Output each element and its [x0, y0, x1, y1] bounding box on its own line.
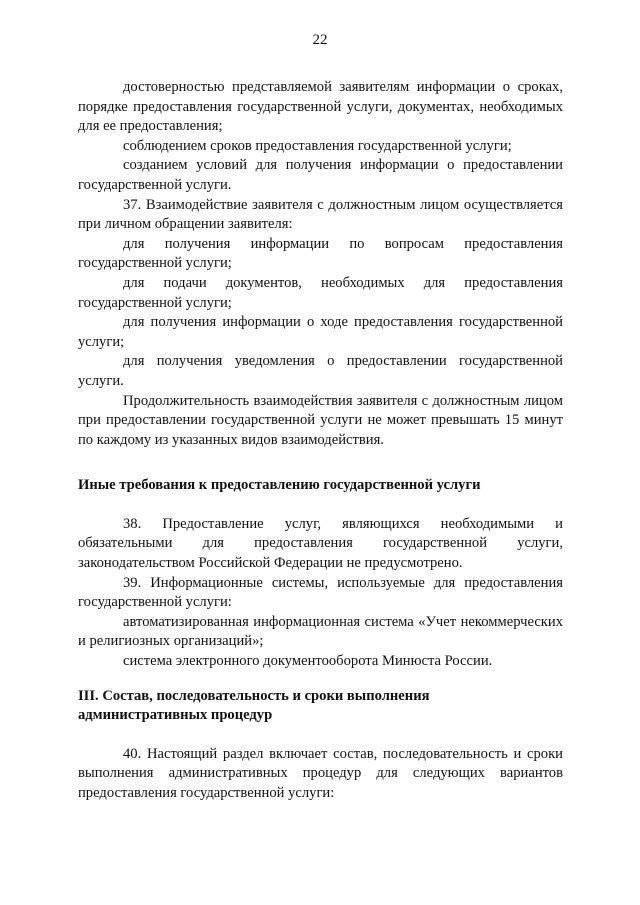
paragraph-ais: автоматизированная информационная система «Учет некоммерческих и религиозных организаций»;	[78, 613, 563, 650]
paragraph-39: 39. Информационные системы, используемые для предоставления государственной услуги:	[78, 574, 563, 611]
paragraph-38: 38. Предоставление услуг, являющихся необходимыми и обязательными для предоставления государственной услуги, законодательством Российской Федерации не предусмотрено.	[78, 515, 563, 572]
paragraph-40: 40. Настоящий раздел включает состав, последовательность и сроки выполнения административных процедур для следующих вариантов предоставления государственной услуги:	[78, 745, 563, 801]
paragraph-notification: для получения уведомления о предоставлении государственной услуги.	[78, 353, 563, 389]
section-heading-iii	[78, 687, 563, 726]
paragraph-edms: система электронного документооборота Минюста России.	[123, 653, 493, 670]
section-heading-iii-line1: III. Состав, последовательность и сроки выполнения	[78, 687, 430, 704]
section-heading-other-requirements: Иные требования к предоставлению государственной услуги	[78, 477, 481, 494]
paragraph-submit-docs: для подачи документов, необходимых для предоставления государственной услуги;	[78, 274, 563, 311]
section-heading-iii-line2: административных процедур	[78, 707, 273, 724]
paragraph-37: 37. Взаимодействие заявителя с должностным лицом осуществляется при личном обращении заявителя:	[78, 196, 563, 233]
paragraph-progress-info: для получения информации о ходе предоставления государственной услуги;	[78, 314, 563, 350]
paragraph-conditions: созданием условий для получения информации о предоставлении государственной услуги.	[78, 157, 563, 193]
paragraph-deadlines: соблюдением сроков предоставления государственной услуги;	[123, 137, 512, 154]
paragraph-info-questions: для получения информации по вопросам предоставления государственной услуги;	[78, 235, 563, 272]
paragraph-reliability: достоверностью представляемой заявителям информации о сроках, порядке предоставления государственной услуги, документах, необходимых для ее предоставления;	[78, 79, 563, 135]
paragraph-duration: Продолжительность взаимодействия заявителя с должностным лицом при предоставлении государственной услуги не может превышать 15 минут по каждому из указанных видов взаимодействия.	[78, 392, 563, 448]
page-number: 22	[312, 32, 328, 48]
document-body	[78, 78, 563, 804]
